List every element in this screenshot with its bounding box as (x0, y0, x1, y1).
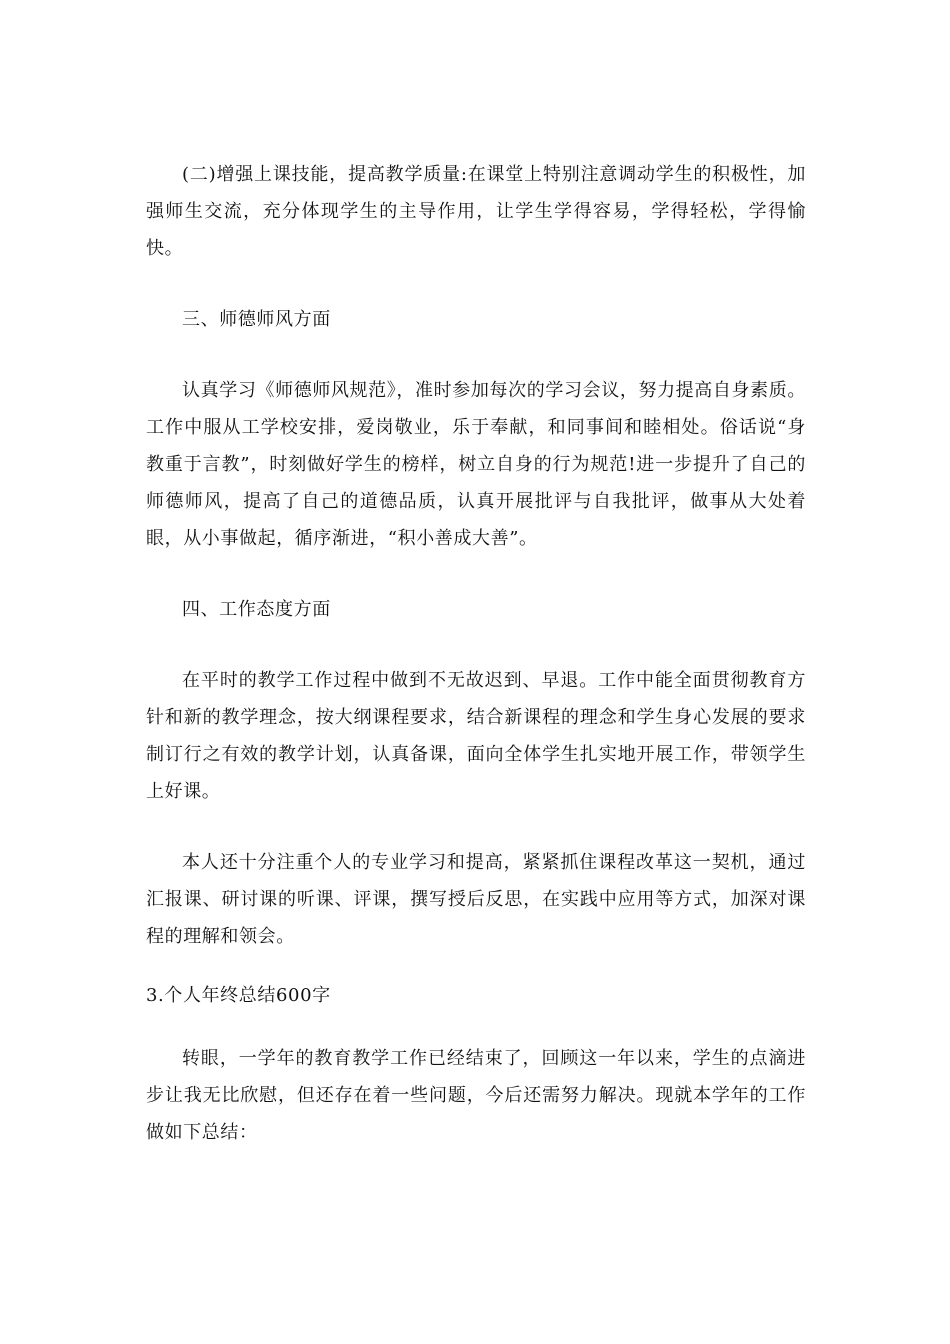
paragraph-summary-intro: 转眼，一学年的教育教学工作已经结束了，回顾这一年以来，学生的点滴进步让我无比欣慰，但还存在着一些问题，今后还需努力解决。现就本学年的工作做如下总结： (146, 1048, 806, 1143)
article-title-year-end-summary: 3.个人年终总结600字 (146, 985, 331, 1006)
section-heading-attitude: 四、工作态度方面 (182, 599, 331, 620)
section-heading-ethics: 三、师德师风方面 (182, 309, 331, 330)
document-page (146, 156, 806, 1151)
paragraph-ethics: 认真学习《师德师风规范》，准时参加每次的学习会议，努力提高自身素质。工作中服从工学校安排，爱岗敬业，乐于奉献，和同事间和睦相处。俗话说“身教重于言教”，时刻做好学生的榜样，树立自身的行为规范!进一步提升了自己的师德师风，提高了自己的道德品质，认真开展批评与自我批评，做事从大处着眼，从小事做起，循序渐进，“积小善成大善”。 (146, 380, 806, 549)
paragraph-teaching-skills: (二)增强上课技能，提高教学质量:在课堂上特别注意调动学生的积极性，加强师生交流，充分体现学生的主导作用，让学生学得容易，学得轻松，学得愉快。 (146, 164, 806, 259)
paragraph-attitude: 在平时的教学工作过程中做到不无故迟到、早退。工作中能全面贯彻教育方针和新的教学理念，按大纲课程要求，结合新课程的理念和学生身心发展的要求制订行之有效的教学计划，认真备课，面向全体学生扎实地开展工作，带领学生上好课。 (146, 670, 806, 802)
paragraph-professional-study: 本人还十分注重个人的专业学习和提高，紧紧抓住课程改革这一契机，通过汇报课、研讨课的听课、评课，撰写授后反思，在实践中应用等方式，加深对课程的理解和领会。 (146, 852, 806, 947)
